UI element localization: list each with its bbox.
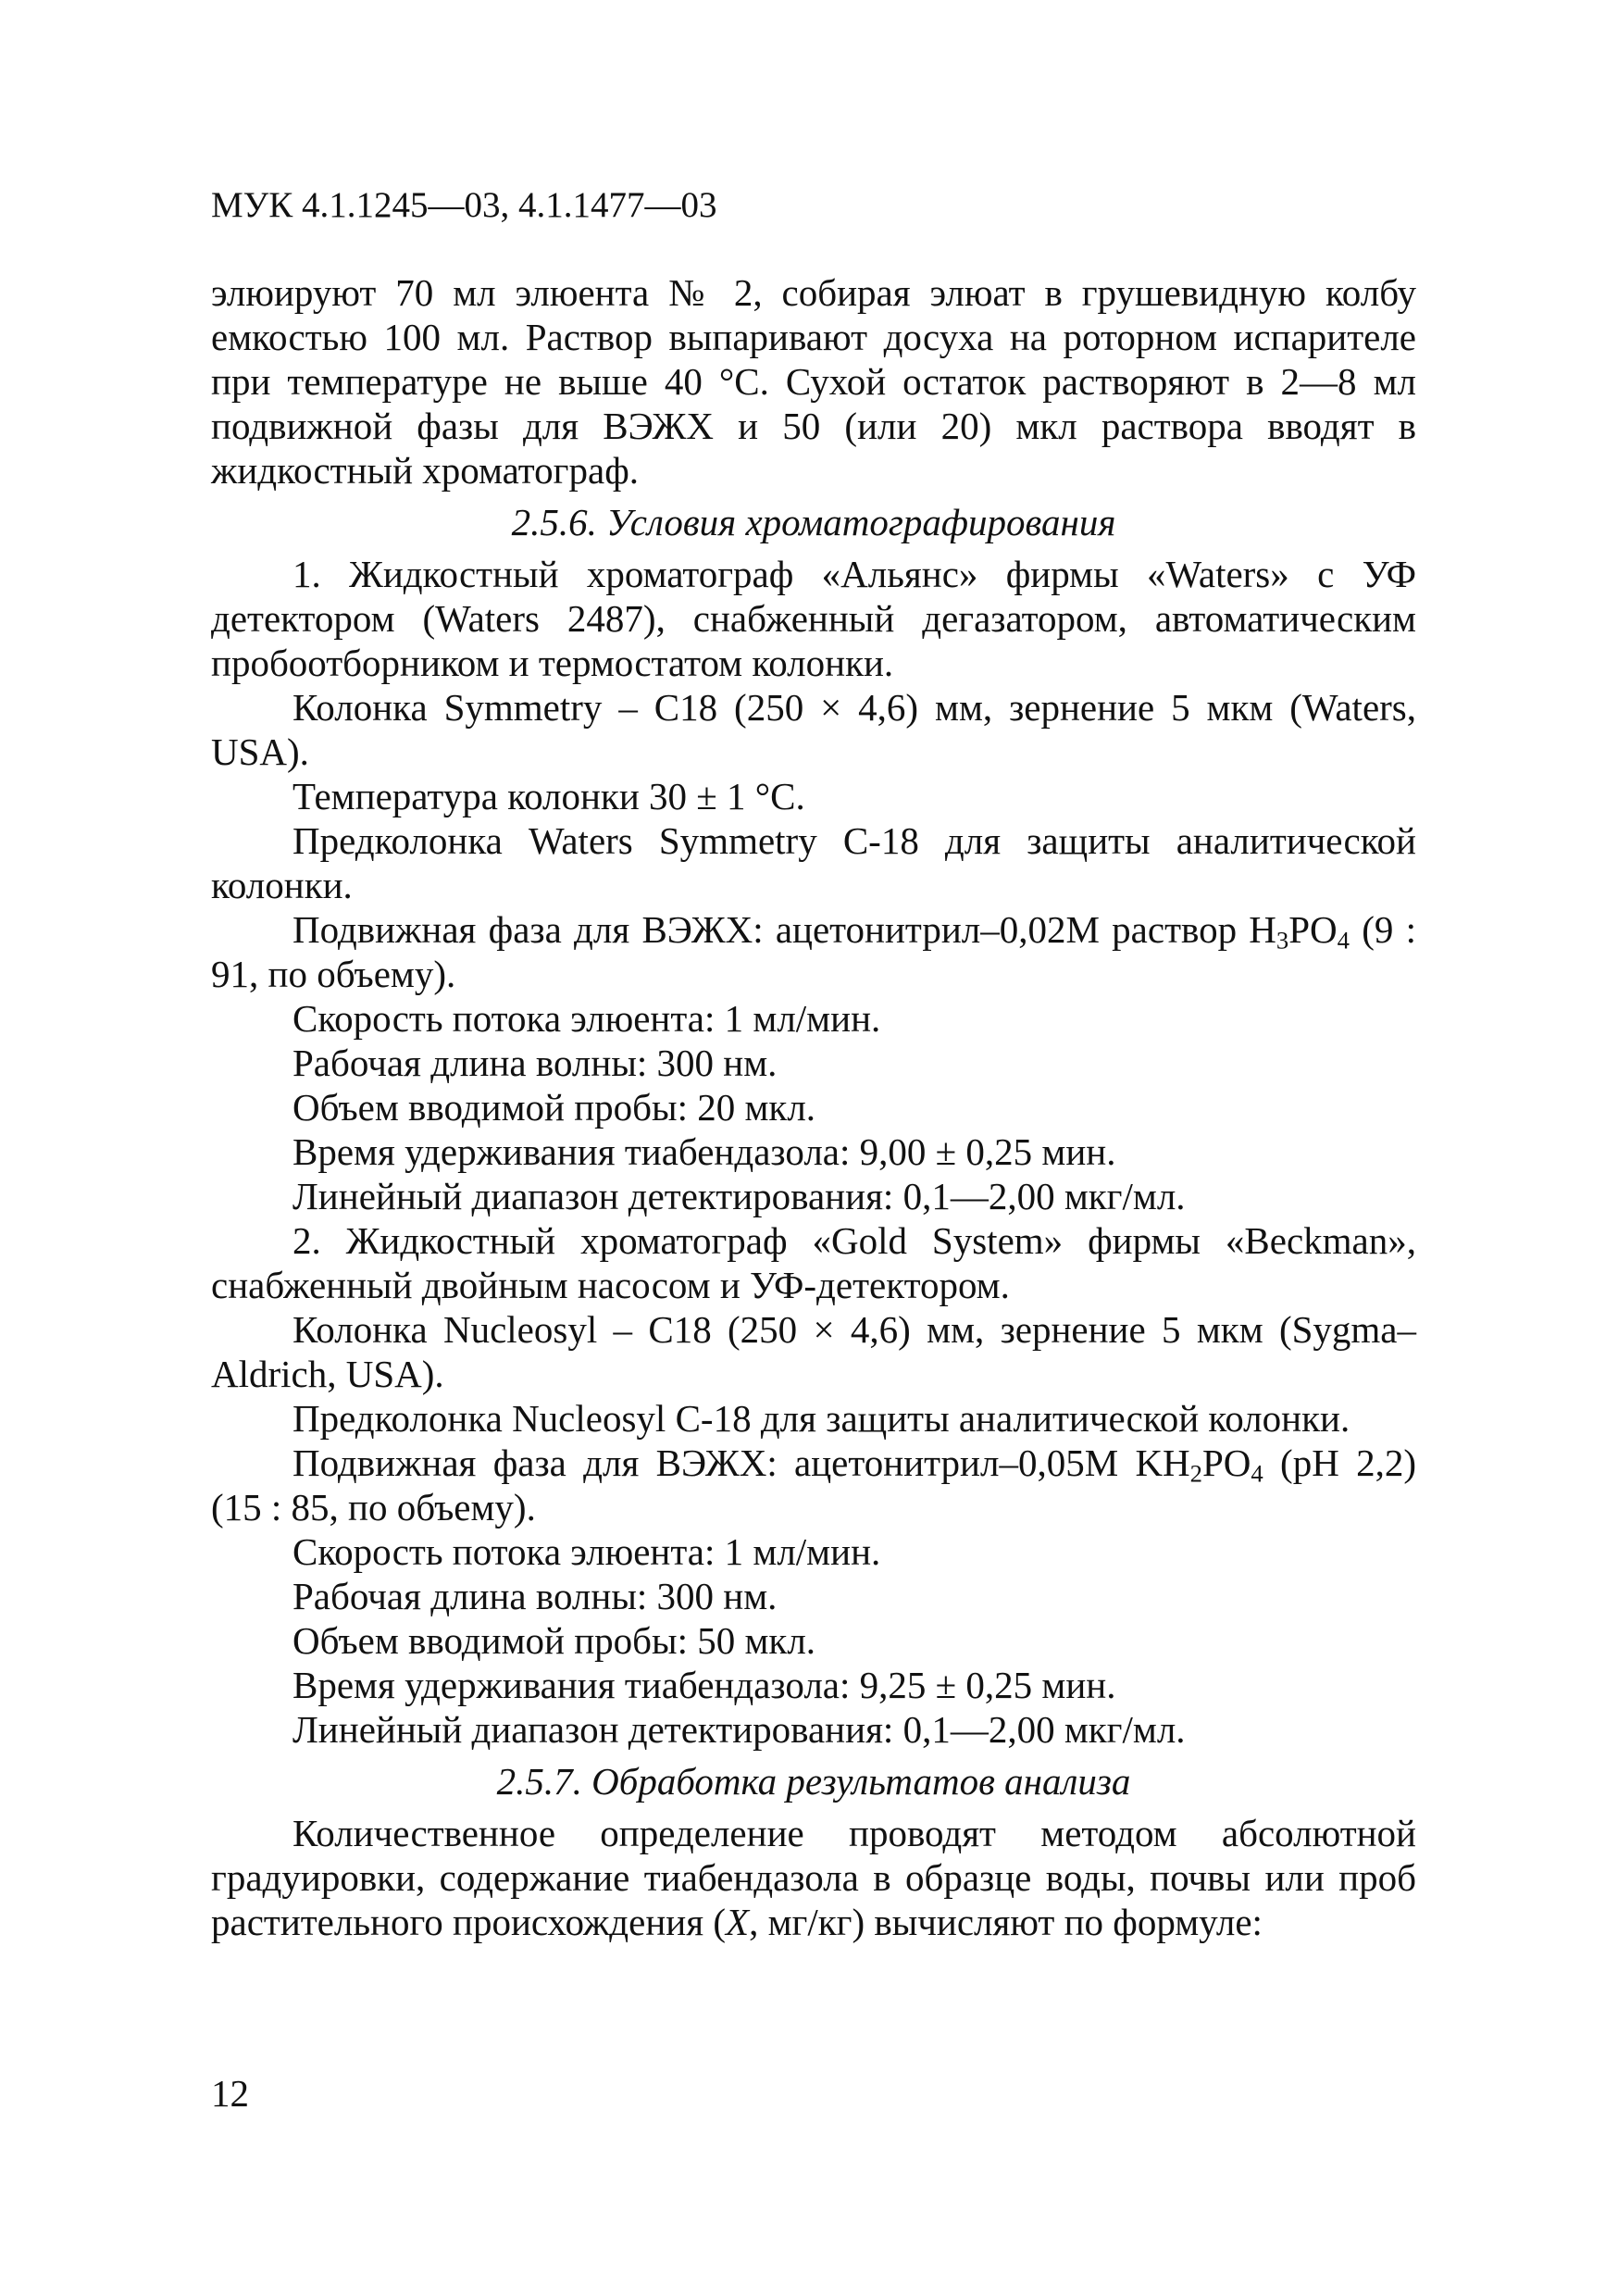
page-number: 12 <box>211 2072 249 2115</box>
paragraph-column-2: Колонка Nucleosyl – С18 (250 × 4,6) мм, зернение 5 мкм (Sygma–Aldrich, USA). <box>211 1308 1416 1395</box>
mobile-phase-1-subscript-a: 3 <box>1276 926 1289 955</box>
page-body <box>211 270 1416 1944</box>
paragraph-mobile-phase-1 <box>211 907 1416 996</box>
paragraph-wavelength-2: Рабочая длина волны: 300 нм. <box>292 1575 778 1617</box>
section-heading-2-5-7: 2.5.7. Обработка результатов анализа <box>496 1760 1131 1803</box>
paragraph-column-temperature: Температура колонки 30 ± 1 °С. <box>292 775 805 817</box>
mobile-phase-1-text-c: (9 : 91, по объему). <box>211 908 1416 995</box>
mobile-phase-2-text-a: Подвижная фаза для ВЭЖХ: ацетонитрил–0,05М KH <box>292 1441 1190 1484</box>
paragraph-precolumn-2: Предколонка Nucleosyl С-18 для защиты аналитической колонки. <box>292 1397 1350 1440</box>
section-heading-2-5-6: 2.5.6. Условия хроматографирования <box>511 501 1116 543</box>
paragraph-retention-time-1: Время удерживания тиабендазола: 9,00 ± 0,25 мин. <box>292 1130 1116 1173</box>
mobile-phase-1-subscript-b: 4 <box>1337 926 1350 955</box>
calculation-text-b: , мг/кг) вычисляют по формуле: <box>749 1901 1263 1943</box>
mobile-phase-1-text-a: Подвижная фаза для ВЭЖХ: ацетонитрил–0,02М раствор H <box>292 908 1276 951</box>
paragraph-injection-volume-1: Объем вводимой пробы: 20 мкл. <box>292 1086 816 1129</box>
paragraph-linear-range-1: Линейный диапазон детектирования: 0,1—2,00 мкг/мл. <box>292 1175 1186 1217</box>
paragraph-wavelength-1: Рабочая длина волны: 300 нм. <box>292 1042 778 1084</box>
paragraph-chromatograph-2: 2. Жидкостный хроматограф «Gold System» фирмы «Beckman», снабженный двойным насосом и УФ-детектором. <box>211 1219 1416 1306</box>
variable-x: X <box>726 1901 750 1943</box>
paragraph-elution: элюируют 70 мл элюента № 2, собирая элюат в грушевидную колбу емкостью 100 мл. Раствор выпаривают досуха на роторном испарителе при температуре не выше 40 °С. Сухой остаток растворяют в 2—8 мл подвижной фазы для ВЭЖХ и 50 (или 20) мкл раствора вводят в жидкостный хроматограф. <box>211 271 1416 492</box>
mobile-phase-2-text-b: PO <box>1202 1441 1251 1484</box>
mobile-phase-2-subscript-b: 4 <box>1251 1459 1263 1488</box>
paragraph-flow-rate-1: Скорость потока элюента: 1 мл/мин. <box>292 997 881 1040</box>
paragraph-calculation <box>211 1811 1416 1944</box>
paragraph-chromatograph-1: 1. Жидкостный хроматограф «Альянс» фирмы «Waters» с УФ детектором (Waters 2487), снабженный дегазатором, автоматическим пробоотборником и термостатом колонки. <box>211 553 1416 684</box>
mobile-phase-1-text-b: PO <box>1288 908 1338 951</box>
mobile-phase-2-subscript-a: 2 <box>1189 1459 1202 1488</box>
paragraph-injection-volume-2: Объем вводимой пробы: 50 мкл. <box>292 1619 816 1662</box>
paragraph-column-1: Колонка Symmetry – С18 (250 × 4,6) мм, зернение 5 мкм (Waters, USA). <box>211 686 1416 773</box>
paragraph-flow-rate-2: Скорость потока элюента: 1 мл/мин. <box>292 1530 881 1573</box>
paragraph-linear-range-2: Линейный диапазон детектирования: 0,1—2,00 мкг/мл. <box>292 1708 1186 1751</box>
mobile-phase-2-text-c: (pH 2,2) (15 : 85, по объему). <box>211 1441 1416 1529</box>
calculation-text-a: Количественное определение проводят методом абсолютной градуировки, содержание тиабендазола в образце воды, почвы или проб растительного происхождения ( <box>211 1812 1416 1943</box>
running-header: МУК 4.1.1245—03, 4.1.1477—03 <box>211 185 717 225</box>
paragraph-mobile-phase-2 <box>211 1441 1416 1529</box>
paragraph-precolumn-1: Предколонка Waters Symmetry С-18 для защиты аналитической колонки. <box>211 819 1416 906</box>
paragraph-retention-time-2: Время удерживания тиабендазола: 9,25 ± 0,25 мин. <box>292 1664 1116 1706</box>
